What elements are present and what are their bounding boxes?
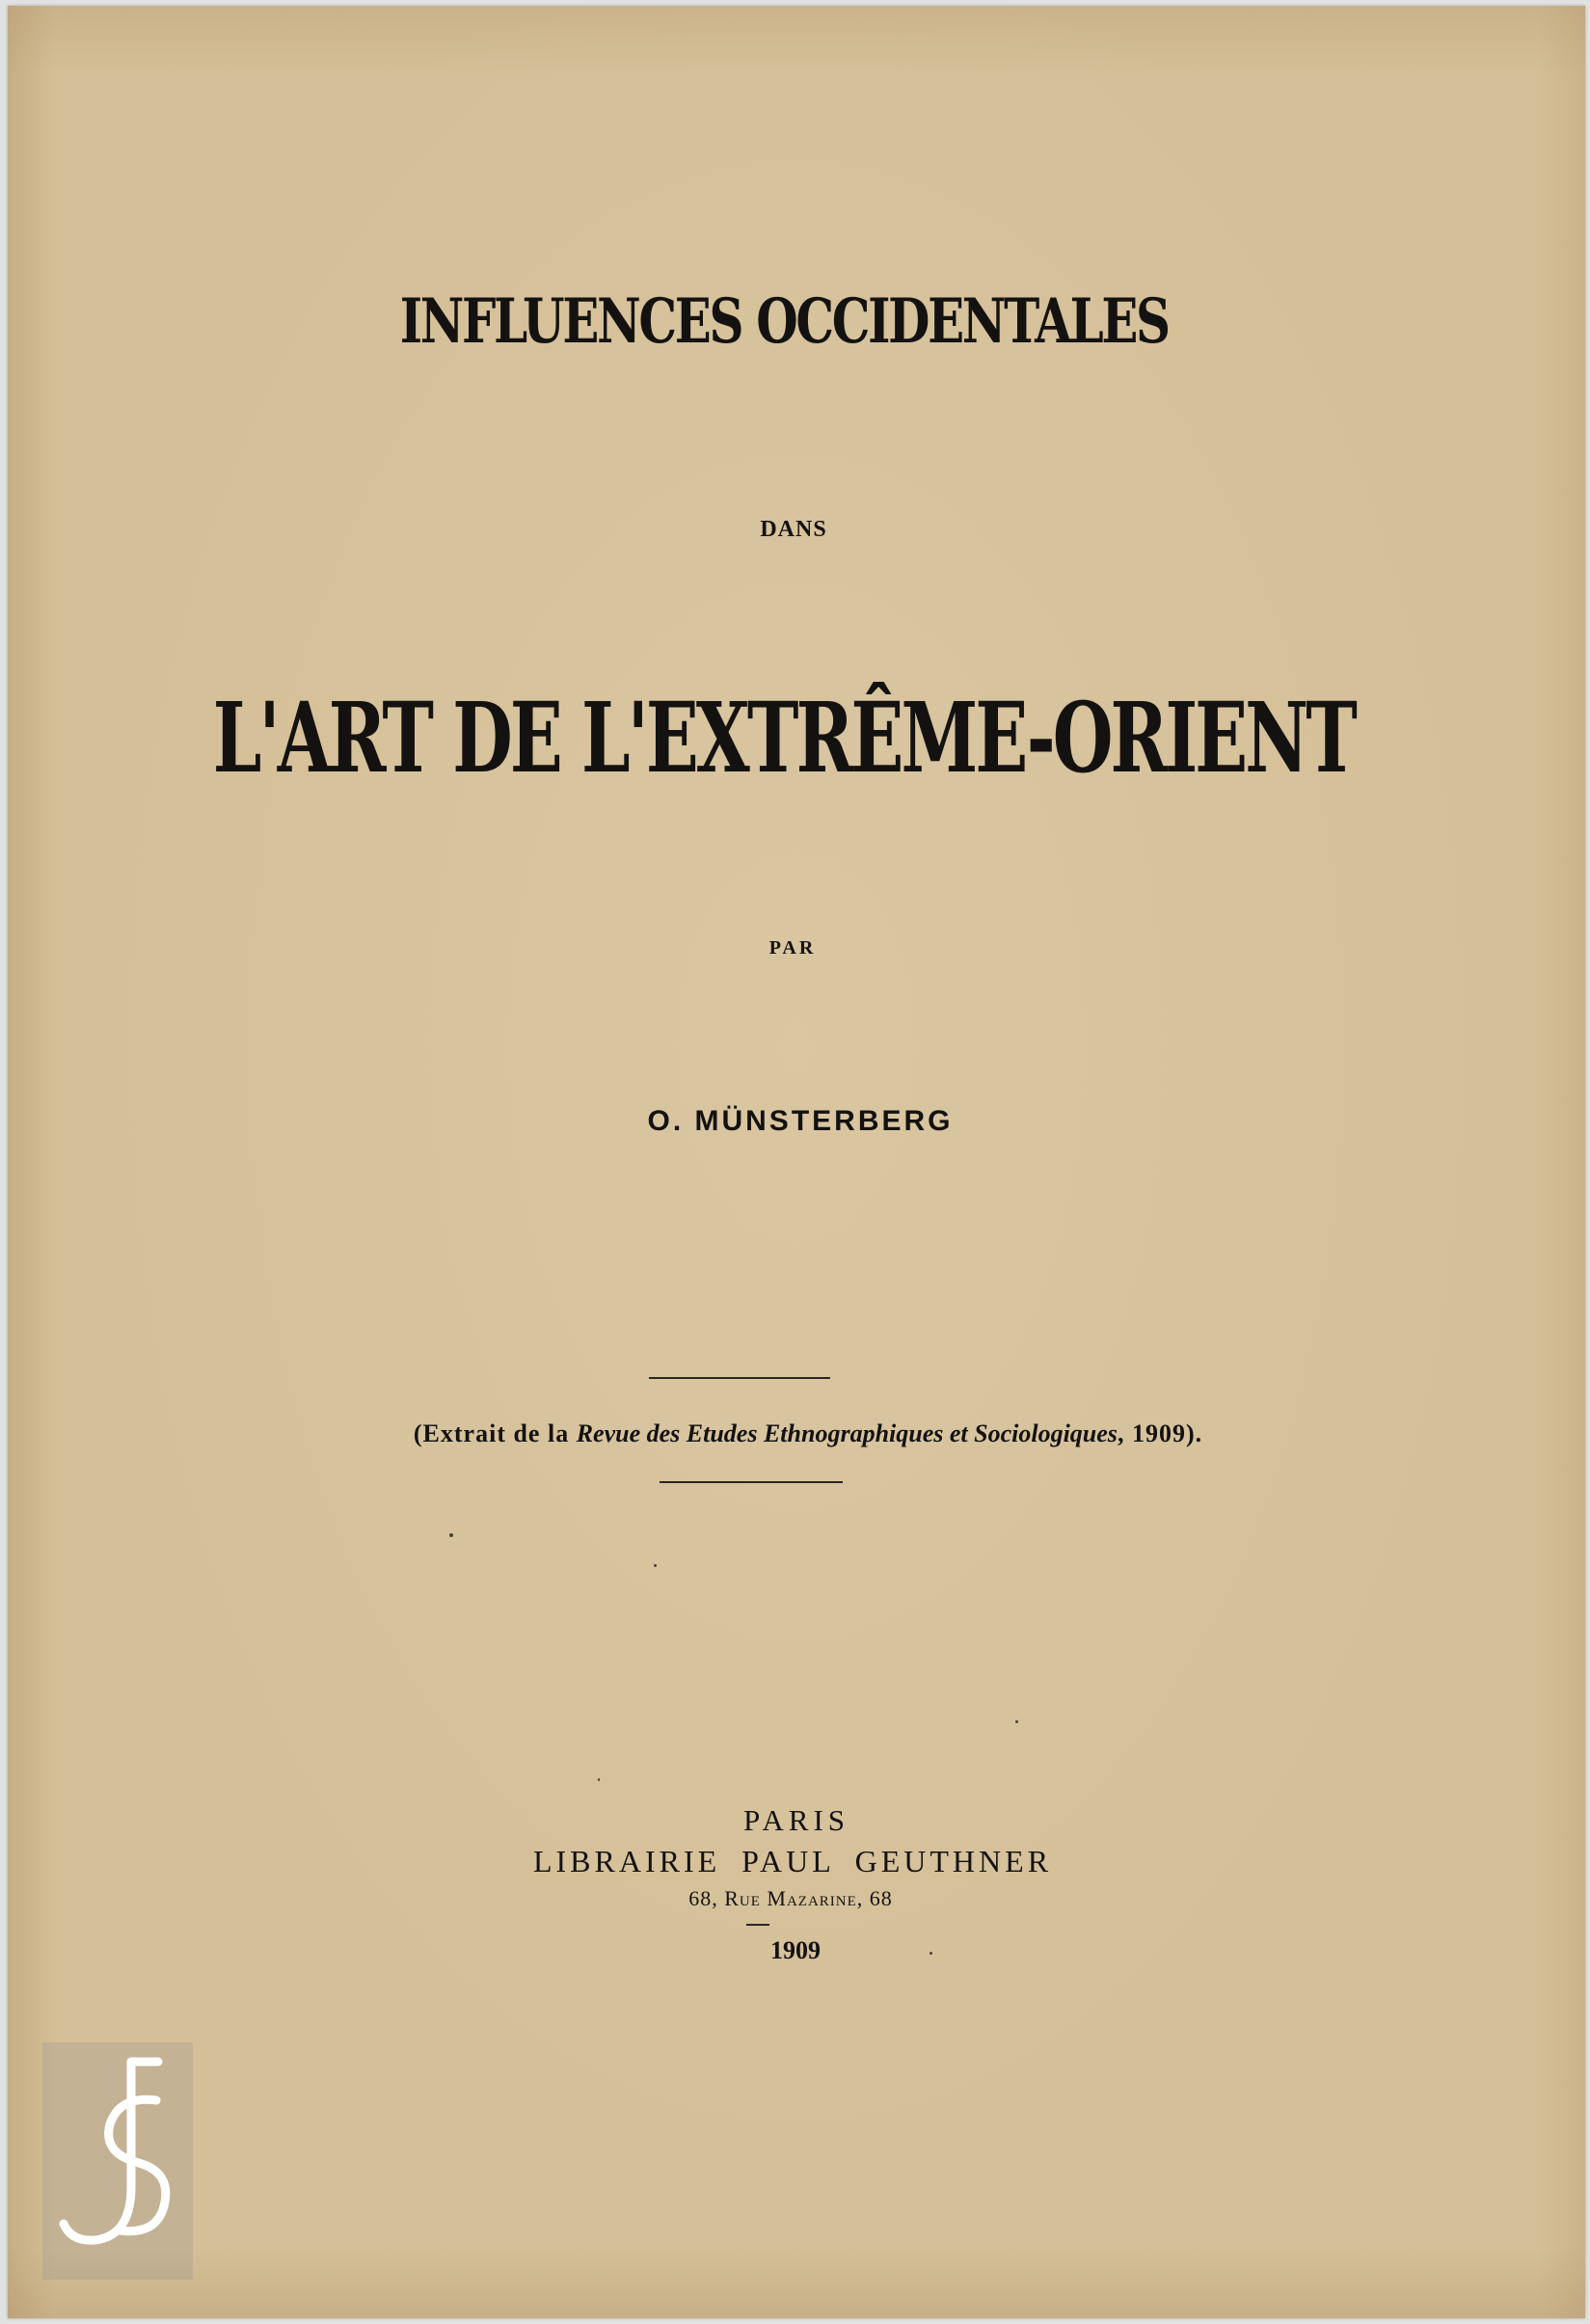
bookseller-logo-icon [42,2042,193,2280]
title-line-2: L'ART DE L'EXTRÊME-ORIENT [212,681,1355,795]
title-page [8,6,1585,2318]
paper-speck [1015,1720,1018,1723]
extract-note [19,1419,1590,1448]
connector-dans: DANS [760,517,827,542]
divider-bottom [660,1481,843,1483]
author-name: O. MÜNSTERBERG [647,1105,954,1137]
divider-top [649,1377,830,1379]
imprint-publisher: LIBRAIRIE PAUL GEUTHNER [532,1844,1053,1878]
imprint-address: 68, Rue Mazarine, 68 [688,1886,893,1910]
imprint-rule [746,1924,769,1926]
paper-speck [930,1952,932,1955]
title-line-1: INFLUENCES OCCIDENTALES [399,285,1169,358]
imprint-city: PARIS [742,1803,850,1837]
paper-speck [654,1564,657,1567]
connector-par: PAR [768,937,817,959]
logo-mark [42,2042,193,2280]
extract-suffix: , 1909). [1117,1419,1203,1447]
paper-speck [598,1778,600,1781]
imprint-year: 1909 [770,1936,821,1964]
paper-speck [449,1533,453,1537]
journal-title: Revue des Etudes Ethnographiques et Sociologiques [576,1419,1118,1447]
extract-prefix: (Extrait de la [413,1419,577,1447]
